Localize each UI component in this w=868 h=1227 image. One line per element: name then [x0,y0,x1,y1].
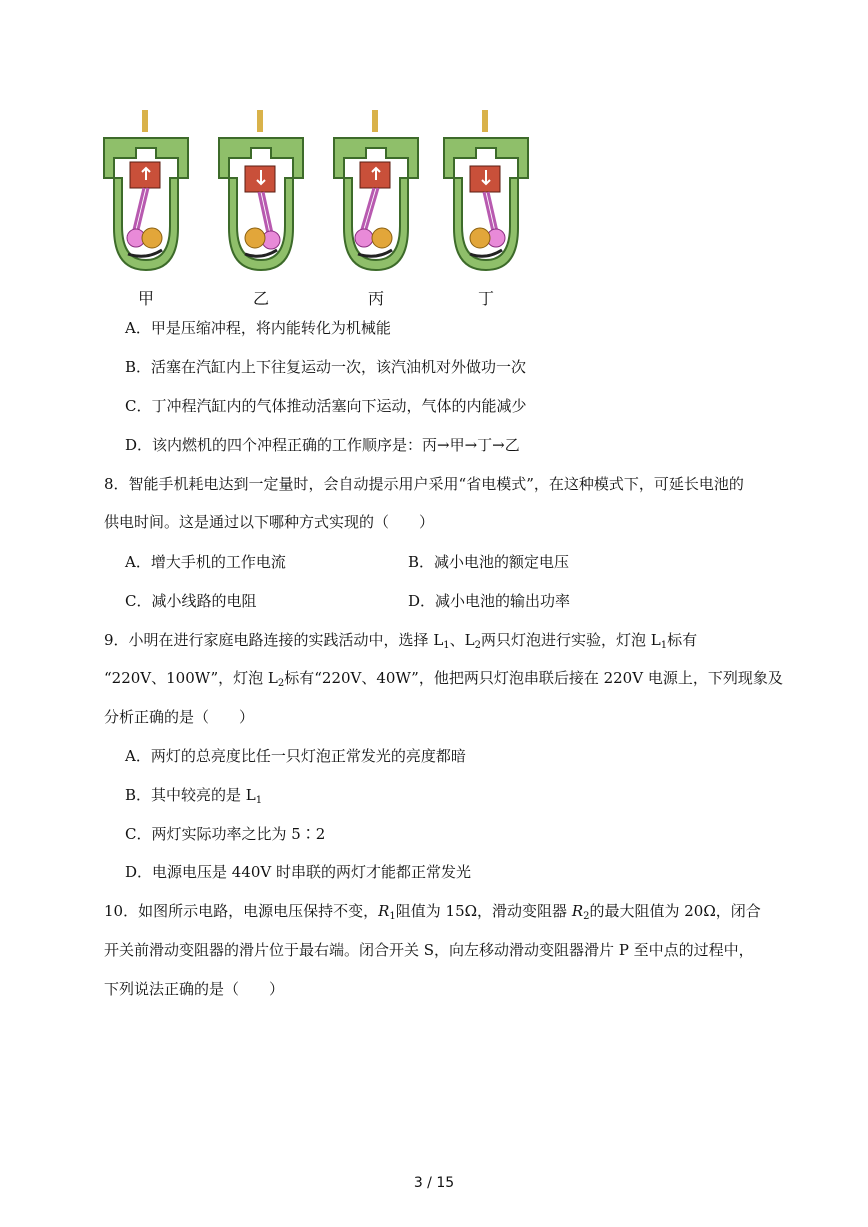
q7-option-c: C．丁冲程汽缸内的气体推动活塞向下运动，气体的内能减少 [125,397,527,415]
engine-diagram-bing [326,108,426,278]
engine-label-ding: 丁 [477,289,494,308]
q10-stem-line2: 开关前滑动变阻器的滑片位于最右端。闭合开关 S，向左移动滑动变阻器滑片 P 至中点的过程中， [104,941,754,959]
q10-stem-line1: 10．如图所示电路，电源电压保持不变，$R_1$阻值为 15Ω，滑动变阻器 $R_2$的最大阻值为 20Ω，闭合 [104,902,761,922]
engine-label-jia: 甲 [137,289,154,308]
q9-stem-line3: 分析正确的是（ ） [104,708,255,726]
engine-label-bing: 丙 [367,289,384,308]
q9-option-a: A．两灯的总亮度比任一只灯泡正常发光的亮度都暗 [125,747,466,765]
q8-option-c: C．减小线路的电阻 [125,592,257,610]
q8-option-a: A．增大手机的工作电流 [125,553,286,571]
q7-option-d: D．该内燃机的四个冲程正确的工作顺序是：丙→甲→丁→乙 [125,436,520,454]
q7-option-b: B．活塞在汽缸内上下往复运动一次，该汽油机对外做功一次 [125,358,527,376]
q8-option-d: D．减小电池的输出功率 [408,592,571,610]
q9-option-d: D．电源电压是 440V 时串联的两灯才能都正常发光 [125,863,472,881]
q7-option-a: A．甲是压缩冲程，将内能转化为机械能 [125,319,391,337]
engine-label-yi: 乙 [252,289,269,308]
q9-stem-line2: “220V、100W”，灯泡 $L_2$标有“220V、40W”，他把两只灯泡串联后接在 220V 电源上，下列现象及 [104,669,783,689]
engine-diagram-yi [211,108,311,278]
q9-option-b: B．其中较亮的是 $L_1$ [125,786,263,806]
engine-jia [96,108,196,308]
four-stroke-engine-figure [96,108,536,308]
engine-diagram-jia [96,108,196,278]
q9-option-c: C．两灯实际功率之比为 5∶2 [125,825,326,843]
engine-yi [211,108,311,308]
engine-ding [436,108,536,308]
q10-stem-line3: 下列说法正确的是（ ） [104,980,285,998]
engine-diagram-ding [436,108,536,278]
engine-bing [326,108,426,308]
q8-stem-line2: 供电时间。这是通过以下哪种方式实现的（ ） [104,513,435,531]
q8-stem-line1: 8．智能手机耗电达到一定量时，会自动提示用户采用“省电模式”，在这种模式下，可延长电池的 [104,475,744,493]
page-number: 3 / 15 [413,1175,455,1191]
q9-stem-line1: 9．小明在进行家庭电路连接的实践活动中，选择 $L_1$、$L_2$两只灯泡进行实验，灯泡 $L_1$标有 [104,631,698,651]
q8-option-b: B．减小电池的额定电压 [408,553,570,571]
